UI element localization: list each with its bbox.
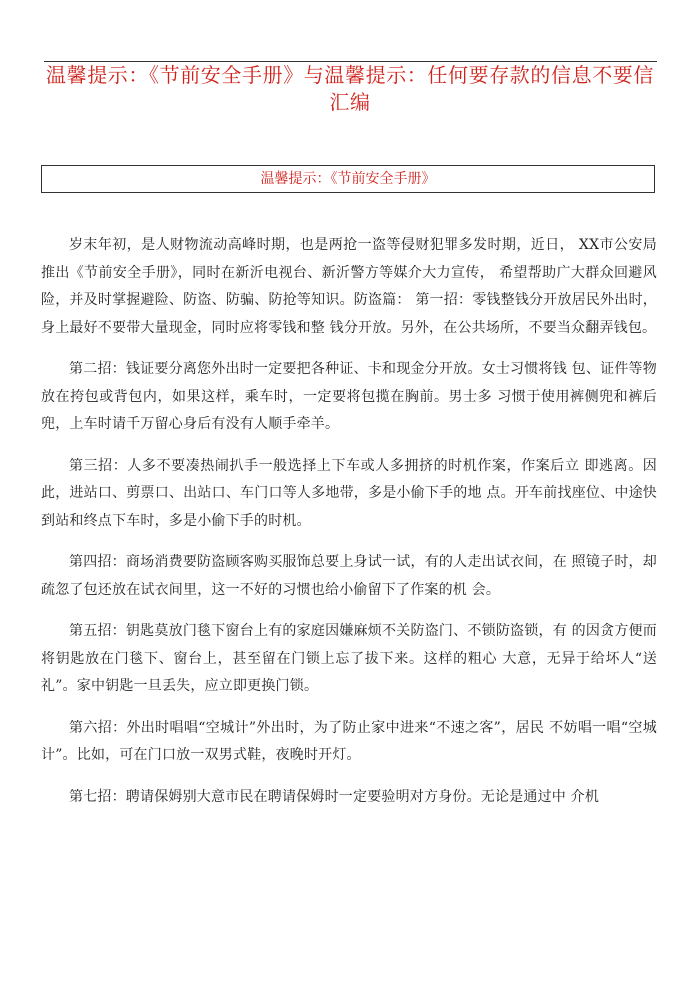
paragraph-tip-7: 第七招：聘请保姆别大意市民在聘请保姆时一定要验明对方身份。无论是通过中 介机 <box>69 788 600 805</box>
paragraph-tip-5: 第五招：钥匙莫放门毯下窗台上有的家庭因嫌麻烦不关防盗门、不锁防盗锁，有 的因贪方便而将钥匙放在门毯下、窗台上，甚至留在门锁上忘了拔下来。这样的粗心 大意，无异于给坏人“送礼”。家中钥匙一旦丢失，应立即更换门锁。 <box>41 623 657 694</box>
paragraph-tip-6: 第六招：外出时唱唱“空城计”外出时，为了防止家中进来“不速之客”，居民 不妨唱一唱“空城计”。比如，可在门口放一双男式鞋，夜晚时开灯。 <box>41 719 657 763</box>
document-body <box>41 232 657 825</box>
section-heading-box <box>41 165 655 193</box>
paragraph-intro: 岁末年初，是人财物流动高峰时期，也是两抢一盗等侵财犯罪多发时期，近日， XX市公安局推出《节前安全手册》，同时在新沂电视台、新沂警方等媒介大力宣传， 希望帮助广大群众回避风险，并及时掌握避险、防盗、防骗、防抢等知识。防盗篇： 第一招：零钱整钱分开放居民外出时，身上最好不要带大量现金，同时应将零钱和整 钱分开放。另外，在公共场所，不要当众翻弄钱包。 <box>41 237 657 336</box>
section-heading: 温馨提示：《节前安全手册》 <box>260 171 436 187</box>
paragraph-tip-4: 第四招：商场消费要防盗顾客购买服饰总要上身试一试，有的人走出试衣间，在 照镜子时，却疏忽了包还放在试衣间里，这一不好的习惯也给小偷留下了作案的机 会。 <box>41 554 657 598</box>
document-title: 温馨提示：《节前安全手册》与温馨提示：任何要存款的信息不要信汇编 <box>46 63 654 114</box>
paragraph-tip-3: 第三招：人多不要凑热闹扒手一般选择上下车或人多拥挤的时机作案，作案后立 即逃离。因此，进站口、剪票口、出站口、车门口等人多地带，多是小偷下手的地 点。开车前找座位、中途快到站和终点下车时，多是小偷下手的时机。 <box>41 457 657 529</box>
paragraph-tip-2: 第二招：钱证要分离您外出时一定要把各种证、卡和现金分开放。女士习惯将钱 包、证件等物放在挎包或背包内，如果这样，乘车时，一定要将包揽在胸前。男士多 习惯于使用裤侧兜和裤后兜，上车时请千万留心身后有没有人顺手牵羊。 <box>41 361 657 432</box>
